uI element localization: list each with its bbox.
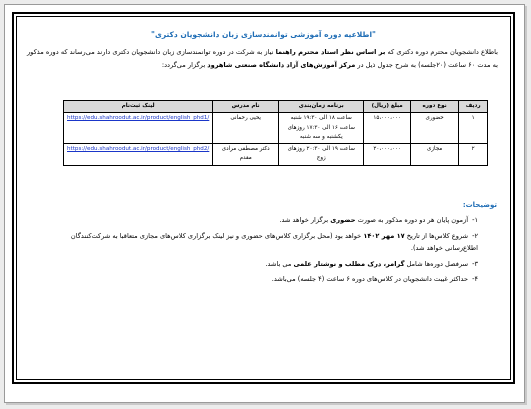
notes-heading: توضیحات: [462,201,497,209]
document-page [4,4,525,403]
cell-course-type: مجازی [410,144,458,166]
page-inner-border [16,16,511,380]
list-item [39,273,478,286]
intro-bold-1: بر اساس نظر استاد محترم راهنما [275,48,386,56]
col-header-link: لینک ثبت‌نام [64,101,213,113]
intro-bold-2: مرکز آموزش‌های آزاد دانشگاه صنعتی شاهرود [207,60,356,69]
table-row [64,113,488,144]
note-text: شروع کلاس‌ها از تاریخ [404,231,469,240]
note-emphasis: حضوری [330,216,356,224]
note-number: ۱- [472,216,478,224]
note-text: خواهد بود (محل برگزاری کلاس‌های حضوری و نیز لینک برگزاری کلاس‌های مجازی متعاقبا به شرکت‌کنندگان اطلاع‌رسانی خواهد شد). [70,231,478,253]
schedule-line: یکشنبه و سه شنبه [299,133,343,140]
note-number: ۴- [472,275,478,284]
cell-schedule [279,113,364,144]
registration-link[interactable]: https://edu.shahroodut.ac.ir/product/english_phd2/ [67,146,210,153]
note-text: سرفصل دوره‌ها شامل [404,259,469,268]
list-item [39,258,478,271]
teacher-line: مقدم [239,155,252,162]
list-item [39,230,478,255]
note-text: حداکثر غیبت دانشجویان در کلاس‌های دوره ۶ ساعت (۴ جلسه) می‌باشد. [271,275,469,284]
note-text: آزمون پایان هر دو دوره مذکور به صورت [355,216,469,224]
note-text: برگزار خواهد شد. [279,216,331,224]
page-border [12,12,515,384]
note-emphasis: ۱۷ مهر ۱۴۰۲ [363,231,405,240]
table-row [64,144,488,166]
note-number: ۲- [472,231,478,240]
cell-schedule [279,144,364,166]
cell-price: ۲۰،۰۰۰،۰۰۰ [364,144,411,166]
col-header-schedule: برنامه زمان‌بندی [279,101,364,113]
cell-row-number: ۲ [459,144,488,166]
cell-price: ۱۵،۰۰۰،۰۰۰ [364,113,411,144]
note-text: می باشد. [265,259,294,268]
col-header-price: مبلغ (ریال) [364,101,411,113]
announcement-title: "اطلاعیه دوره آموزشی توانمندسازی زبان دانشجویان دکتری" [151,30,376,39]
cell-link [64,144,213,166]
schedule-line: ساعت ۱۸ الی ۱۹:۳۰ شنبه [290,115,352,122]
table-header-row [64,101,488,113]
notes-list [39,214,478,289]
cell-link [64,113,213,144]
col-header-type: نوع دوره [410,101,458,113]
note-number: ۳- [472,259,478,268]
schedule-line: زوج [316,155,326,162]
col-header-row: ردیف [459,101,488,113]
schedule-table [63,100,488,166]
schedule-line: ساعت ۱۶ الی ۱۷:۳۰ روزهای [287,124,355,131]
cell-teacher [213,144,279,166]
col-header-teacher: نام مدرس [213,101,279,113]
note-emphasis: گرامر، درک مطلب و نوشتار علمی [293,259,405,268]
intro-text-3: برگزار می‌گردد: [161,60,208,69]
intro-paragraph [27,46,498,71]
registration-link[interactable]: https://edu.shahroodut.ac.ir/product/english_phd1/ [67,115,210,122]
cell-teacher: یحیی رحمانی [213,113,279,144]
intro-text-2: نیاز به شرکت در دوره توانمندسازی زبان دانشجویان دکتری دارند می‌رساند که دوره مذکور به مدت ۶۰ ساعت (۲۰جلسه) به شرح جدول ذیل در [27,48,498,69]
intro-text-1: باطلاع دانشجویان محترم دوره دکتری که [385,48,498,56]
cell-course-type: حضوری [410,113,458,144]
teacher-line: دکتر مصطفی مرادی [221,146,270,153]
schedule-line: ساعت ۱۹ الی ۲۰:۳۰ روزهای [287,146,355,153]
cell-row-number: ۱ [459,113,488,144]
list-item [39,214,478,227]
